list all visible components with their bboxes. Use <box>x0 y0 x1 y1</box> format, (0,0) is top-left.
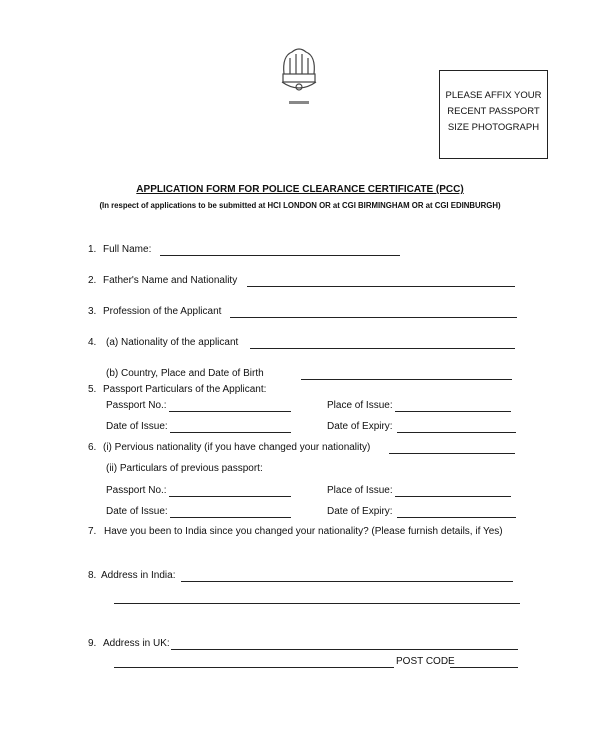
photo-placeholder-box <box>439 70 548 159</box>
label-place-issue: Place of Issue: <box>327 400 393 411</box>
place-issue-field[interactable] <box>395 411 511 412</box>
address-india-field-line2[interactable] <box>114 603 520 604</box>
label-place-issue: Place of Issue: <box>327 485 393 496</box>
label-date-issue: Date of Issue: <box>106 506 168 517</box>
label-address-uk: Address in UK: <box>103 638 170 649</box>
passport-no-field[interactable] <box>169 411 291 412</box>
item-number: 3. <box>88 306 97 317</box>
date-expiry-field[interactable] <box>397 432 516 433</box>
label-full-name: Full Name: <box>103 244 152 255</box>
item-number: 6. <box>88 442 97 453</box>
form-subtitle: (In respect of applications to be submitted at HCI LONDON OR at CGI BIRMINGHAM OR at CGI EDINBURGH) <box>99 201 501 210</box>
form-title: APPLICATION FORM FOR POLICE CLEARANCE CERTIFICATE (PCC) <box>136 184 464 195</box>
prev-place-issue-field[interactable] <box>395 496 511 497</box>
label-previous-nationality: (i) Pervious nationality (if you have changed your nationality) <box>103 442 371 453</box>
label-date-expiry: Date of Expiry: <box>327 421 393 432</box>
label-date-issue: Date of Issue: <box>106 421 168 432</box>
photo-text-line: SIZE PHOTOGRAPH <box>447 122 540 133</box>
label-father: Father's Name and Nationality <box>103 275 238 286</box>
label-india-visit: Have you been to India since you changed your nationality? (Please furnish details, if Yes) <box>104 526 503 537</box>
label-passport-no: Passport No.: <box>106 485 167 496</box>
label-post-code: POST CODE <box>396 656 455 667</box>
item-number: 2. <box>88 275 97 286</box>
prev-passport-no-field[interactable] <box>169 496 291 497</box>
label-birth: (b) Country, Place and Date of Birth <box>106 368 264 379</box>
item-number: 7. <box>88 526 97 537</box>
item-number: 1. <box>88 244 97 255</box>
post-code-field[interactable] <box>450 667 518 668</box>
photo-text-line: PLEASE AFFIX YOUR <box>445 90 542 101</box>
address-uk-field-line2[interactable] <box>114 667 394 668</box>
full-name-field[interactable] <box>160 255 400 256</box>
birth-field[interactable] <box>301 379 512 380</box>
label-address-india: Address in India: <box>101 570 176 581</box>
label-profession: Profession of the Applicant <box>103 306 222 317</box>
label-nationality: (a) Nationality of the applicant <box>106 337 239 348</box>
national-emblem-logo <box>274 44 324 110</box>
prev-date-issue-field[interactable] <box>170 517 291 518</box>
father-field[interactable] <box>247 286 515 287</box>
photo-text-line: RECENT PASSPORT <box>447 106 540 117</box>
label-passport-no: Passport No.: <box>106 400 167 411</box>
address-india-field[interactable] <box>181 581 513 582</box>
item-number: 4. <box>88 337 97 348</box>
item-number: 5. <box>88 384 97 395</box>
prev-date-expiry-field[interactable] <box>397 517 516 518</box>
address-uk-field[interactable] <box>171 649 518 650</box>
label-previous-passport: (ii) Particulars of previous passport: <box>106 463 263 474</box>
date-issue-field[interactable] <box>170 432 291 433</box>
profession-field[interactable] <box>230 317 517 318</box>
previous-nationality-field[interactable] <box>389 453 515 454</box>
item-number: 8. <box>88 570 97 581</box>
label-date-expiry: Date of Expiry: <box>327 506 393 517</box>
label-passport: Passport Particulars of the Applicant: <box>103 384 267 395</box>
item-number: 9. <box>88 638 97 649</box>
nationality-field[interactable] <box>250 348 515 349</box>
